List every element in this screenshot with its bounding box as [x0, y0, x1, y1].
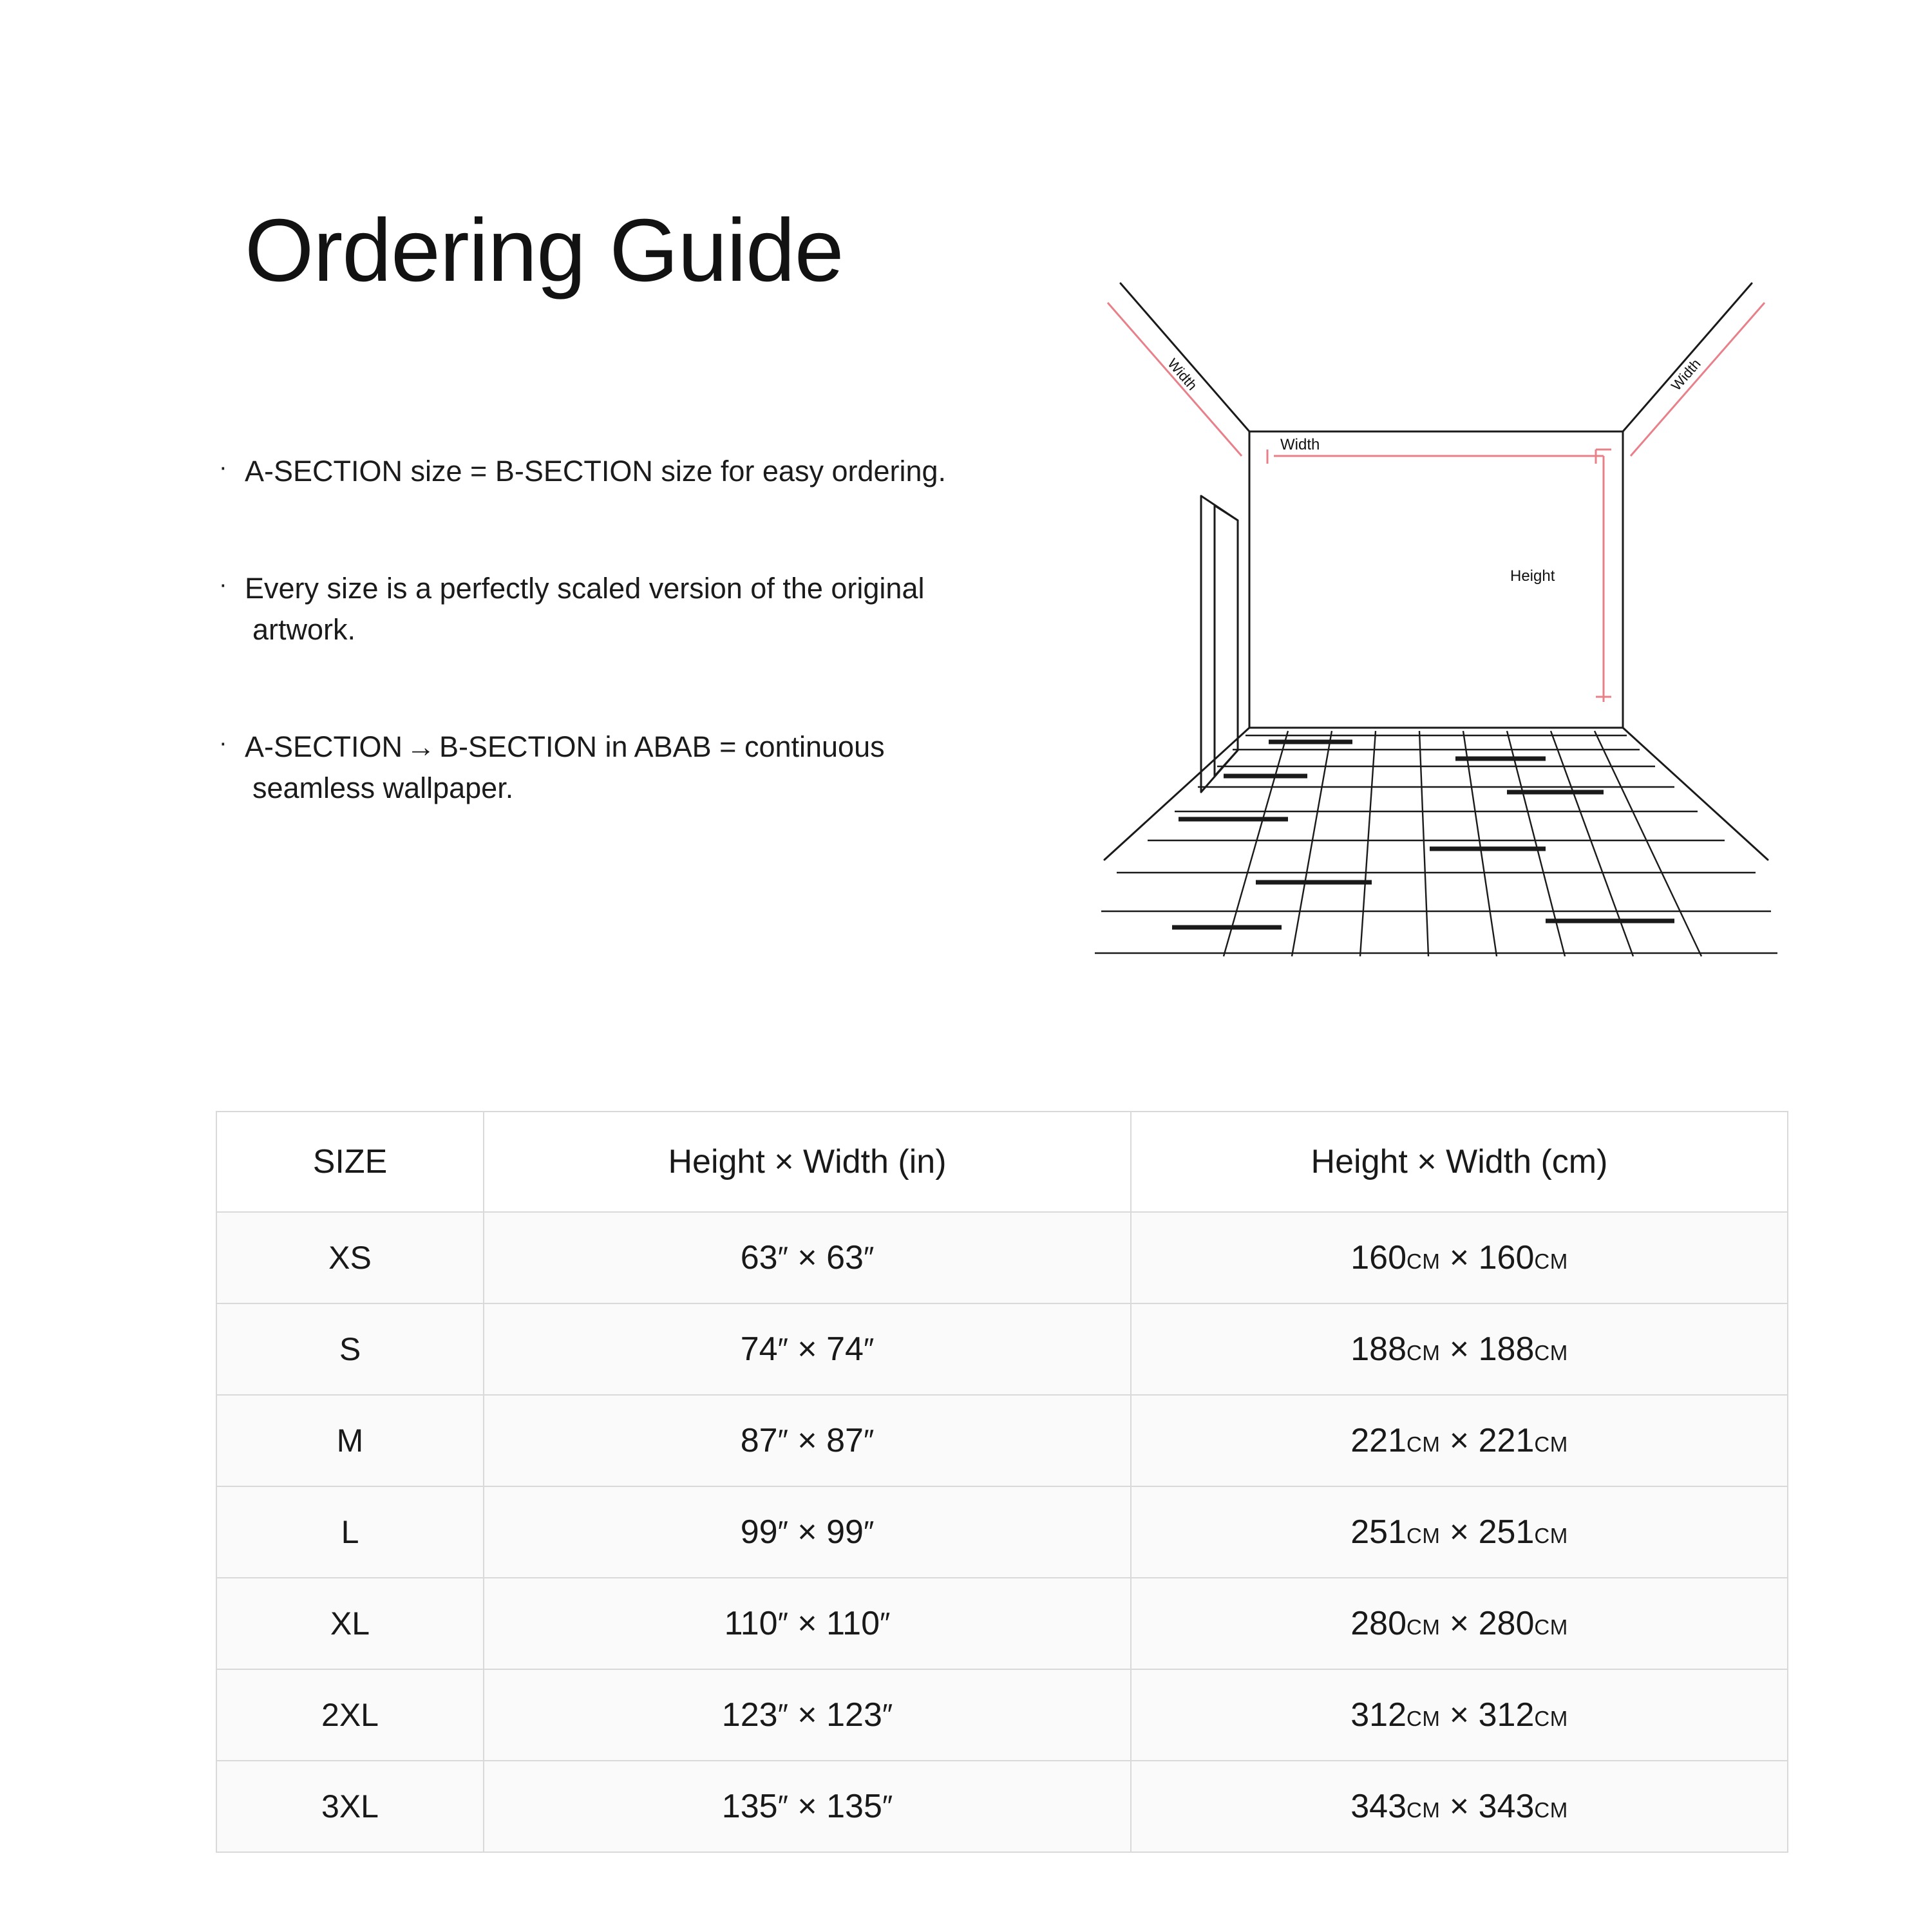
bullet-marker: ·	[219, 454, 227, 481]
cell-cm-height: 160	[1350, 1239, 1407, 1276]
cell-cm-width: 343	[1478, 1788, 1535, 1825]
bullet-text-line1-part1: A-SECTION	[245, 730, 403, 763]
table-row	[216, 1669, 1788, 1761]
cell-cm-width: 221	[1478, 1422, 1535, 1459]
bullet-item-2	[219, 568, 1121, 650]
cell-cm-width: 160	[1478, 1239, 1535, 1276]
cell-inches: 74″ × 74″	[484, 1303, 1131, 1395]
cell-inches: 110″ × 110″	[484, 1578, 1131, 1669]
bullet-item-3	[219, 726, 1121, 809]
cell-cm-height: 251	[1350, 1513, 1407, 1551]
column-header-centimeters: Height × Width (cm)	[1131, 1112, 1788, 1212]
label-width-left: Width	[1164, 355, 1200, 393]
table-row	[216, 1212, 1788, 1303]
bullet-text	[245, 726, 1121, 809]
cell-inches-width: 135	[826, 1788, 882, 1825]
cell-size: 2XL	[216, 1669, 484, 1761]
cell-size: M	[216, 1395, 484, 1486]
cell-cm-height: 188	[1350, 1331, 1407, 1368]
table-row	[216, 1486, 1788, 1578]
cell-size: S	[216, 1303, 484, 1395]
cell-centimeters: 280CM × 280CM	[1131, 1578, 1788, 1669]
cell-centimeters: 343CM × 343CM	[1131, 1761, 1788, 1852]
cell-centimeters: 312CM × 312CM	[1131, 1669, 1788, 1761]
bullet-text-line2: artwork.	[252, 612, 356, 646]
cell-centimeters: 251CM × 251CM	[1131, 1486, 1788, 1578]
cell-inches-width: 99	[826, 1513, 864, 1551]
table-row	[216, 1578, 1788, 1669]
cell-inches: 123″ × 123″	[484, 1669, 1131, 1761]
table-row	[216, 1303, 1788, 1395]
cell-inches: 87″ × 87″	[484, 1395, 1131, 1486]
cell-size: XL	[216, 1578, 484, 1669]
cell-size: 3XL	[216, 1761, 484, 1852]
cell-inches-height: 74	[740, 1331, 778, 1368]
cell-cm-height: 221	[1350, 1422, 1407, 1459]
cell-cm-width: 251	[1478, 1513, 1535, 1551]
cell-inches-width: 123	[826, 1696, 882, 1734]
bullet-text-line2: seamless wallpaper.	[252, 771, 514, 804]
label-width-back: Width	[1280, 436, 1320, 453]
cell-inches-width: 74	[826, 1331, 864, 1368]
bullet-marker: ·	[219, 571, 227, 598]
cell-cm-width: 312	[1478, 1696, 1535, 1734]
cell-inches-height: 63	[740, 1239, 778, 1276]
bullet-list	[219, 451, 1121, 884]
cell-size: L	[216, 1486, 484, 1578]
cell-inches-height: 123	[721, 1696, 778, 1734]
label-width-right: Width	[1667, 355, 1704, 394]
cell-inches-height: 110	[724, 1605, 778, 1642]
arrow-right-icon: →	[406, 730, 436, 763]
bullet-text: A-SECTION size = B-SECTION size for easy ordering.	[245, 455, 947, 488]
cell-inches-width: 63	[826, 1239, 864, 1276]
column-header-inches: Height × Width (in)	[484, 1112, 1131, 1212]
bullet-text	[245, 568, 1121, 650]
room-perspective-illustration	[1095, 277, 1777, 985]
cell-cm-width: 280	[1478, 1605, 1535, 1642]
cell-inches-width: 87	[826, 1422, 864, 1459]
cell-centimeters: 160CM × 160CM	[1131, 1212, 1788, 1303]
cell-centimeters: 221CM × 221CM	[1131, 1395, 1788, 1486]
bullet-text-line1: Every size is a perfectly scaled version of the original	[245, 571, 925, 605]
page-title: Ordering Guide	[245, 201, 844, 300]
cell-inches: 99″ × 99″	[484, 1486, 1131, 1578]
cell-cm-width: 188	[1478, 1331, 1535, 1368]
cell-cm-height: 343	[1350, 1788, 1407, 1825]
size-table	[216, 1111, 1788, 1853]
table-row	[216, 1761, 1788, 1852]
cell-inches-height: 87	[740, 1422, 778, 1459]
cell-inches: 63″ × 63″	[484, 1212, 1131, 1303]
bullet-text-line1-part2: B-SECTION in ABAB = continuous	[439, 730, 885, 763]
column-header-size: SIZE	[216, 1112, 484, 1212]
cell-size: XS	[216, 1212, 484, 1303]
cell-cm-height: 280	[1350, 1605, 1407, 1642]
bullet-item-1	[219, 451, 1121, 492]
table-header-row	[216, 1112, 1788, 1212]
cell-cm-height: 312	[1350, 1696, 1407, 1734]
cell-inches: 135″ × 135″	[484, 1761, 1131, 1852]
label-height: Height	[1510, 567, 1555, 585]
bullet-marker: ·	[219, 729, 227, 757]
cell-inches-width: 110	[826, 1605, 880, 1642]
cell-centimeters: 188CM × 188CM	[1131, 1303, 1788, 1395]
cell-inches-height: 135	[721, 1788, 778, 1825]
table-row	[216, 1395, 1788, 1486]
cell-inches-height: 99	[740, 1513, 778, 1551]
